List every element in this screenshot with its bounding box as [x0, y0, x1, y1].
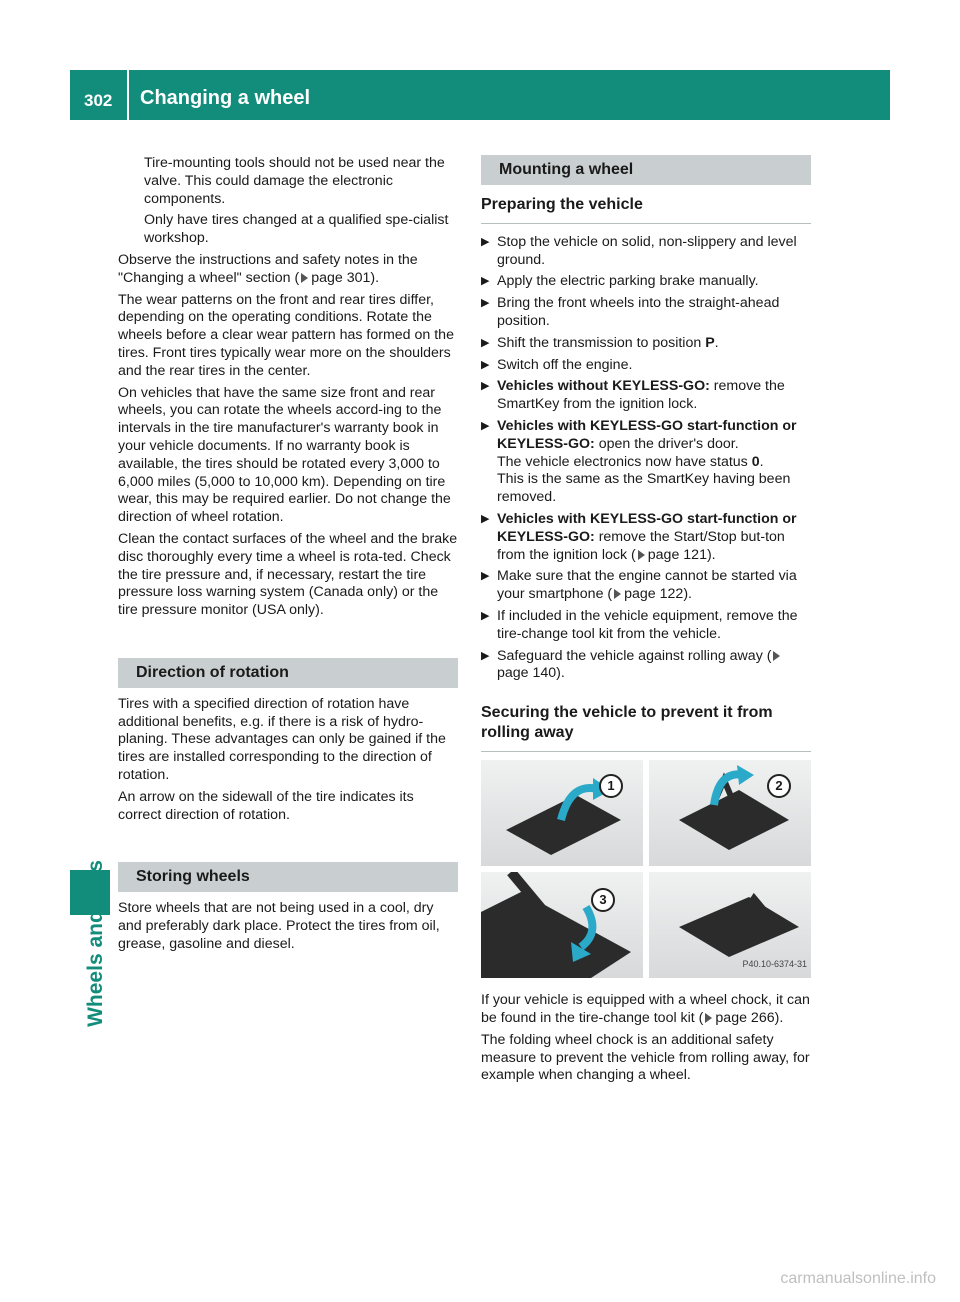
- figure-panel-2: [649, 760, 811, 866]
- page-ref-icon: [638, 550, 645, 560]
- ref-link[interactable]: page 140).: [497, 665, 565, 682]
- paragraph-storing: Store wheels that are not being used in a cool, dry and preferably dark place. Protect the tires from oil, grease, gasoline and diesel.: [118, 900, 440, 952]
- step-item: ▶ Make sure that the engine cannot be started via your smartphone ( page 122).: [481, 568, 797, 603]
- ref-link[interactable]: page 121).: [647, 546, 716, 563]
- paragraph-direction-1: Tires with a specified direction of rotation have additional benefits, e.g. if there is a risk of hydro-planing. These advantages can only be gained if the tires are installed corresponding to the direction of rotation.: [118, 695, 446, 783]
- callout-2: 2: [767, 774, 791, 798]
- right-column: [481, 155, 811, 1089]
- paragraph-changing-wheel-ref: [118, 252, 458, 288]
- ref-text: Observe the instructions and safety notes in the "Changing a wheel" section (: [118, 251, 418, 286]
- step-item: ▶ Safeguard the vehicle against rolling away (page 140).: [481, 648, 811, 684]
- step-item: ▶ Vehicles with KEYLESS-GO start-function or KEYLESS-GO: remove the Start/Stop but-ton from the ignition lock ( page 121).: [481, 510, 797, 563]
- figure-panel-3: [481, 872, 643, 978]
- arrow-icon: ▶: [481, 297, 490, 310]
- intro-paragraph-1: Tire-mounting tools should not be used near the valve. This could damage the electronic components.: [144, 155, 445, 207]
- page-title: Changing a wheel: [140, 87, 311, 109]
- figure-code: P40.10-6374-31: [742, 959, 807, 970]
- section-heading-storing: Storing wheels: [118, 862, 458, 892]
- arrow-icon: ▶: [481, 609, 490, 622]
- step-item: ▶ Vehicles without KEYLESS-GO: remove the SmartKey from the ignition lock.: [481, 378, 785, 413]
- subheading-preparing: Preparing the vehicle: [481, 195, 811, 224]
- arrow-icon: ▶: [481, 419, 490, 432]
- ref-link[interactable]: page 122).: [624, 586, 692, 603]
- paragraph-clean-surfaces: Clean the contact surfaces of the wheel and the brake disc thoroughly every time a wheel is rota-ted. Check the tire pressure and, if necessary, restart the tire pressure loss warning system (Canada only) or the tire pressure monitor (USA only).: [118, 530, 458, 619]
- step-item: ▶ Switch off the engine.: [481, 356, 633, 373]
- callout-1: 1: [599, 774, 623, 798]
- figure-panel-4: [649, 872, 811, 978]
- watermark: carmanualsonline.info: [780, 1270, 936, 1287]
- page-number: 302: [84, 91, 113, 110]
- side-label-wrap: [84, 860, 114, 1080]
- section-heading-direction: Direction of rotation: [118, 658, 458, 688]
- side-label: Wheels and tires: [84, 860, 107, 1027]
- arrow-icon: ▶: [481, 235, 490, 248]
- section-heading-mounting: Mounting a wheel: [481, 155, 811, 185]
- paragraph-direction-2: An arrow on the sidewall of the tire indicates its correct direction of rotation.: [118, 788, 414, 823]
- arrow-icon: ▶: [481, 649, 490, 662]
- header-divider: [127, 70, 129, 120]
- step-item: ▶ Apply the electric parking brake manually.: [481, 273, 759, 290]
- subheading-securing: Securing the vehicle to prevent it from rolling away: [481, 703, 811, 752]
- arrow-icon: ▶: [481, 358, 490, 371]
- left-column: [118, 155, 458, 957]
- step-item: ▶ Vehicles with KEYLESS-GO start-function or KEYLESS-GO: open the driver's door. The vehicle electronics now have status 0. This is the same as the SmartKey having been removed.: [481, 417, 797, 506]
- figure-panel-1: [481, 760, 643, 866]
- wheel-chock-illustration: [481, 872, 643, 978]
- step-item: ▶ Bring the front wheels into the straight-ahead position.: [481, 295, 780, 329]
- paragraph-rotate-wheels: On vehicles that have the same size front and rear wheels, you can rotate the wheels accord-ing to the intervals in the tire manufacturer's warranty book in your vehicle documents. If no warranty book is available, the tires should be rotated every 3,000 to 6,000 miles (5,000 to 10,000 km). Depending on tire wear, this may be required earlier. Do not change the direction of wheel rotation.: [118, 384, 451, 526]
- step-item: ▶ If included in the vehicle equipment, remove the tire-change tool kit from the vehicle.: [481, 607, 798, 642]
- page-ref-icon: [705, 1013, 712, 1023]
- page-ref-icon: [614, 589, 621, 599]
- paragraph-folding-chock: The folding wheel chock is an additional safety measure to prevent the vehicle from rolling away, for example when changing a wheel.: [481, 1031, 810, 1084]
- step-item: ▶ Shift the transmission to position P.: [481, 334, 719, 351]
- ref-link[interactable]: page 301).: [311, 269, 380, 286]
- intro-paragraph-2: Only have tires changed at a qualified spe-cialist workshop.: [144, 212, 449, 247]
- callout-3: 3: [591, 888, 615, 912]
- paragraph-wear-patterns: The wear patterns on the front and rear tires differ, depending on the operating conditions. Rotate the wheels before a clear wear pattern has formed on the tires. Front tires typically wear more on the shoulders and the rear tires in the center.: [118, 291, 454, 379]
- arrow-icon: ▶: [481, 570, 490, 583]
- arrow-icon: ▶: [481, 512, 490, 525]
- wheel-chock-figure: [481, 760, 811, 980]
- arrow-icon: ▶: [481, 275, 490, 288]
- ref-link[interactable]: page 266).: [715, 1009, 784, 1026]
- step-item: ▶ Stop the vehicle on solid, non-slippery and level ground.: [481, 233, 797, 268]
- arrow-icon: ▶: [481, 380, 490, 393]
- arrow-icon: ▶: [481, 336, 490, 349]
- page-ref-icon: [773, 651, 780, 661]
- page-ref-icon: [301, 273, 308, 283]
- paragraph-wheel-chock: If your vehicle is equipped with a wheel chock, it can be found in the tire-change tool kit ( page 266).: [481, 992, 810, 1026]
